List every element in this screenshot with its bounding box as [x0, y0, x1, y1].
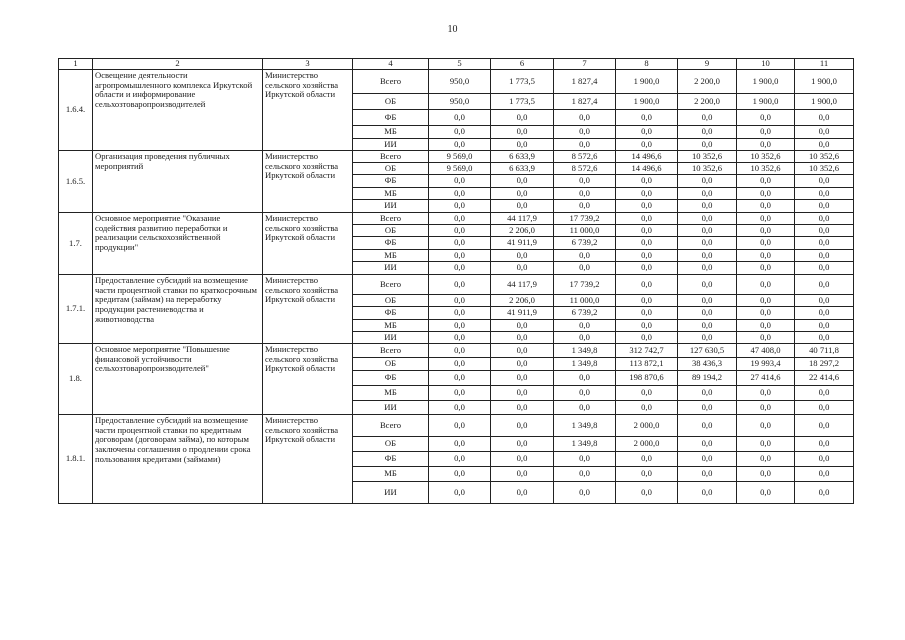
- amount-cell: 0,0: [678, 386, 737, 401]
- amount-cell: 0,0: [678, 415, 737, 437]
- responsible-executor: Министерство сельского хозяйства Иркутской области: [263, 151, 353, 213]
- amount-cell: 0,0: [795, 126, 854, 139]
- funding-source: Всего: [353, 415, 429, 437]
- amount-cell: 0,0: [616, 237, 678, 250]
- amount-cell: 2 200,0: [678, 70, 737, 94]
- amount-cell: 0,0: [795, 332, 854, 344]
- amount-cell: 11 000,0: [554, 225, 616, 237]
- amount-cell: 0,0: [616, 386, 678, 401]
- amount-cell: 0,0: [795, 175, 854, 188]
- funding-source: ФБ: [353, 371, 429, 386]
- amount-cell: 0,0: [616, 452, 678, 467]
- amount-cell: 113 872,1: [616, 358, 678, 371]
- amount-cell: 0,0: [737, 275, 795, 295]
- amount-cell: 1 900,0: [737, 70, 795, 94]
- amount-cell: 0,0: [554, 262, 616, 275]
- column-number: 11: [795, 59, 854, 70]
- amount-cell: 0,0: [678, 320, 737, 332]
- amount-cell: 0,0: [737, 332, 795, 344]
- funding-source: ИИ: [353, 139, 429, 151]
- amount-cell: 44 117,9: [491, 213, 554, 225]
- responsible-executor: Министерство сельского хозяйства Иркутской области: [263, 415, 353, 504]
- amount-cell: 6 633,9: [491, 151, 554, 163]
- amount-cell: 1 900,0: [616, 70, 678, 94]
- funding-source: МБ: [353, 467, 429, 482]
- amount-cell: 0,0: [429, 213, 491, 225]
- amount-cell: 0,0: [616, 295, 678, 307]
- measure-name: Основное мероприятие "Повышение финансовой устойчивости сельхозтоваропроизводителей": [93, 344, 263, 415]
- amount-cell: 0,0: [554, 332, 616, 344]
- amount-cell: 0,0: [737, 482, 795, 504]
- amount-cell: 0,0: [491, 250, 554, 262]
- amount-cell: 0,0: [737, 213, 795, 225]
- amount-cell: 0,0: [678, 188, 737, 200]
- amount-cell: 1 349,8: [554, 437, 616, 452]
- funding-source: МБ: [353, 250, 429, 262]
- amount-cell: 0,0: [429, 188, 491, 200]
- amount-cell: 950,0: [429, 70, 491, 94]
- amount-cell: 2 206,0: [491, 295, 554, 307]
- amount-cell: 0,0: [554, 139, 616, 151]
- amount-cell: 0,0: [429, 358, 491, 371]
- amount-cell: 0,0: [737, 250, 795, 262]
- amount-cell: 0,0: [737, 139, 795, 151]
- amount-cell: 0,0: [554, 250, 616, 262]
- funding-source: Всего: [353, 70, 429, 94]
- amount-cell: 10 352,6: [737, 163, 795, 175]
- amount-cell: 0,0: [795, 225, 854, 237]
- amount-cell: 0,0: [554, 452, 616, 467]
- amount-cell: 0,0: [491, 188, 554, 200]
- amount-cell: 19 993,4: [737, 358, 795, 371]
- amount-cell: 0,0: [678, 275, 737, 295]
- amount-cell: 41 911,9: [491, 307, 554, 320]
- amount-cell: 0,0: [678, 200, 737, 213]
- amount-cell: 0,0: [795, 307, 854, 320]
- amount-cell: 89 194,2: [678, 371, 737, 386]
- amount-cell: 0,0: [554, 175, 616, 188]
- column-number: 4: [353, 59, 429, 70]
- responsible-executor: Министерство сельского хозяйства Иркутской области: [263, 70, 353, 151]
- amount-cell: 0,0: [491, 320, 554, 332]
- amount-cell: 14 496,6: [616, 151, 678, 163]
- amount-cell: 0,0: [737, 386, 795, 401]
- amount-cell: 0,0: [737, 200, 795, 213]
- amount-cell: 2 000,0: [616, 415, 678, 437]
- amount-cell: 0,0: [737, 452, 795, 467]
- funding-source: ФБ: [353, 307, 429, 320]
- amount-cell: 6 739,2: [554, 237, 616, 250]
- amount-cell: 0,0: [491, 139, 554, 151]
- column-number: 3: [263, 59, 353, 70]
- amount-cell: 0,0: [795, 200, 854, 213]
- funding-source: ИИ: [353, 401, 429, 415]
- measure-name: Предоставление субсидий на возмещение части процентной ставки по кредитным договорам (договорам займа), по которым заключены соглашения о продлении срока пользования кредитами (займами): [93, 415, 263, 504]
- amount-cell: 0,0: [491, 371, 554, 386]
- amount-cell: 0,0: [429, 250, 491, 262]
- amount-cell: 0,0: [491, 332, 554, 344]
- amount-cell: 27 414,6: [737, 371, 795, 386]
- funding-source: Всего: [353, 344, 429, 358]
- funding-source: МБ: [353, 126, 429, 139]
- amount-cell: 0,0: [491, 262, 554, 275]
- amount-cell: 0,0: [795, 275, 854, 295]
- measure-name: Организация проведения публичных мероприятий: [93, 151, 263, 213]
- amount-cell: 0,0: [678, 262, 737, 275]
- amount-cell: 9 569,0: [429, 151, 491, 163]
- amount-cell: 0,0: [554, 401, 616, 415]
- amount-cell: 1 827,4: [554, 70, 616, 94]
- amount-cell: 0,0: [678, 126, 737, 139]
- budget-table: [58, 58, 854, 504]
- amount-cell: 0,0: [737, 188, 795, 200]
- amount-cell: 0,0: [678, 175, 737, 188]
- amount-cell: 127 630,5: [678, 344, 737, 358]
- amount-cell: 312 742,7: [616, 344, 678, 358]
- amount-cell: 0,0: [737, 320, 795, 332]
- amount-cell: 950,0: [429, 94, 491, 110]
- amount-cell: 0,0: [491, 344, 554, 358]
- amount-cell: 0,0: [737, 401, 795, 415]
- amount-cell: 6 633,9: [491, 163, 554, 175]
- amount-cell: 0,0: [429, 320, 491, 332]
- amount-cell: 0,0: [678, 110, 737, 126]
- amount-cell: 0,0: [429, 401, 491, 415]
- amount-cell: 9 569,0: [429, 163, 491, 175]
- funding-source: Всего: [353, 151, 429, 163]
- amount-cell: 0,0: [795, 320, 854, 332]
- amount-cell: 0,0: [616, 275, 678, 295]
- amount-cell: 0,0: [554, 320, 616, 332]
- funding-source: ФБ: [353, 237, 429, 250]
- amount-cell: 0,0: [616, 320, 678, 332]
- amount-cell: 0,0: [616, 250, 678, 262]
- amount-cell: 10 352,6: [737, 151, 795, 163]
- amount-cell: 0,0: [795, 213, 854, 225]
- amount-cell: 0,0: [678, 225, 737, 237]
- responsible-executor: Министерство сельского хозяйства Иркутской области: [263, 344, 353, 415]
- amount-cell: 0,0: [795, 452, 854, 467]
- amount-cell: 0,0: [795, 415, 854, 437]
- amount-cell: 0,0: [678, 437, 737, 452]
- amount-cell: 0,0: [554, 482, 616, 504]
- amount-cell: 14 496,6: [616, 163, 678, 175]
- measure-name: Основное мероприятие "Оказание содействия развитию переработки и реализации сельскохозяйственной продукции": [93, 213, 263, 275]
- amount-cell: 0,0: [429, 262, 491, 275]
- amount-cell: 0,0: [678, 139, 737, 151]
- table-row: [59, 344, 854, 358]
- amount-cell: 18 297,2: [795, 358, 854, 371]
- column-number: 2: [93, 59, 263, 70]
- measure-number: 1.6.4.: [59, 70, 93, 151]
- amount-cell: 47 408,0: [737, 344, 795, 358]
- column-number: 1: [59, 59, 93, 70]
- amount-cell: 0,0: [616, 225, 678, 237]
- amount-cell: 0,0: [795, 295, 854, 307]
- measure-number: 1.7.: [59, 213, 93, 275]
- amount-cell: 38 436,3: [678, 358, 737, 371]
- funding-source: ИИ: [353, 200, 429, 213]
- amount-cell: 0,0: [429, 386, 491, 401]
- funding-source: Всего: [353, 275, 429, 295]
- amount-cell: 22 414,6: [795, 371, 854, 386]
- amount-cell: 0,0: [737, 415, 795, 437]
- amount-cell: 0,0: [429, 371, 491, 386]
- amount-cell: 17 739,2: [554, 213, 616, 225]
- amount-cell: 0,0: [616, 262, 678, 275]
- amount-cell: 10 352,6: [678, 151, 737, 163]
- funding-source: ОБ: [353, 94, 429, 110]
- amount-cell: 44 117,9: [491, 275, 554, 295]
- column-number: 9: [678, 59, 737, 70]
- amount-cell: 0,0: [678, 307, 737, 320]
- amount-cell: 0,0: [429, 126, 491, 139]
- amount-cell: 0,0: [429, 344, 491, 358]
- amount-cell: 8 572,6: [554, 163, 616, 175]
- amount-cell: 0,0: [616, 139, 678, 151]
- amount-cell: 0,0: [678, 467, 737, 482]
- amount-cell: 10 352,6: [795, 151, 854, 163]
- amount-cell: 198 870,6: [616, 371, 678, 386]
- funding-source: ИИ: [353, 262, 429, 275]
- column-number: 10: [737, 59, 795, 70]
- amount-cell: 0,0: [616, 401, 678, 415]
- amount-cell: 0,0: [737, 126, 795, 139]
- funding-source: МБ: [353, 320, 429, 332]
- amount-cell: 0,0: [491, 358, 554, 371]
- funding-source: ФБ: [353, 452, 429, 467]
- measure-number: 1.7.1.: [59, 275, 93, 344]
- column-number: 5: [429, 59, 491, 70]
- amount-cell: 41 911,9: [491, 237, 554, 250]
- amount-cell: 0,0: [678, 332, 737, 344]
- amount-cell: 0,0: [554, 386, 616, 401]
- amount-cell: 0,0: [678, 295, 737, 307]
- amount-cell: 0,0: [795, 401, 854, 415]
- amount-cell: 0,0: [795, 110, 854, 126]
- amount-cell: 0,0: [616, 213, 678, 225]
- amount-cell: 0,0: [429, 237, 491, 250]
- amount-cell: 0,0: [795, 250, 854, 262]
- amount-cell: 0,0: [737, 237, 795, 250]
- amount-cell: 0,0: [429, 482, 491, 504]
- amount-cell: 0,0: [795, 139, 854, 151]
- amount-cell: 0,0: [795, 188, 854, 200]
- amount-cell: 0,0: [737, 175, 795, 188]
- amount-cell: 6 739,2: [554, 307, 616, 320]
- amount-cell: 1 349,8: [554, 415, 616, 437]
- amount-cell: 1 900,0: [795, 70, 854, 94]
- amount-cell: 0,0: [429, 275, 491, 295]
- table-row: [59, 151, 854, 163]
- column-number: 6: [491, 59, 554, 70]
- amount-cell: 1 349,8: [554, 344, 616, 358]
- amount-cell: 0,0: [429, 110, 491, 126]
- amount-cell: 0,0: [795, 437, 854, 452]
- amount-cell: 2 000,0: [616, 437, 678, 452]
- amount-cell: 0,0: [491, 467, 554, 482]
- amount-cell: 0,0: [429, 295, 491, 307]
- funding-source: Всего: [353, 213, 429, 225]
- responsible-executor: Министерство сельского хозяйства Иркутской области: [263, 275, 353, 344]
- amount-cell: 0,0: [737, 437, 795, 452]
- measure-number: 1.8.: [59, 344, 93, 415]
- amount-cell: 0,0: [795, 467, 854, 482]
- amount-cell: 0,0: [737, 225, 795, 237]
- amount-cell: 0,0: [616, 307, 678, 320]
- amount-cell: 0,0: [737, 262, 795, 275]
- amount-cell: 0,0: [678, 482, 737, 504]
- amount-cell: 1 773,5: [491, 70, 554, 94]
- measure-name: Освещение деятельности агропромышленного комплекса Иркутской области и информирование сельхозтоваропроизводителей: [93, 70, 263, 151]
- amount-cell: 0,0: [554, 188, 616, 200]
- amount-cell: 0,0: [429, 437, 491, 452]
- amount-cell: 0,0: [429, 225, 491, 237]
- funding-source: ИИ: [353, 332, 429, 344]
- amount-cell: 11 000,0: [554, 295, 616, 307]
- amount-cell: 0,0: [491, 482, 554, 504]
- amount-cell: 0,0: [491, 200, 554, 213]
- amount-cell: 0,0: [737, 307, 795, 320]
- table-row: [59, 70, 854, 94]
- amount-cell: 0,0: [429, 467, 491, 482]
- amount-cell: 0,0: [554, 126, 616, 139]
- amount-cell: 0,0: [616, 126, 678, 139]
- amount-cell: 1 773,5: [491, 94, 554, 110]
- funding-source: ОБ: [353, 295, 429, 307]
- amount-cell: 0,0: [491, 415, 554, 437]
- table-row: [59, 213, 854, 225]
- amount-cell: 1 900,0: [795, 94, 854, 110]
- amount-cell: 0,0: [616, 332, 678, 344]
- amount-cell: 0,0: [678, 250, 737, 262]
- amount-cell: 0,0: [491, 437, 554, 452]
- amount-cell: 0,0: [554, 200, 616, 213]
- amount-cell: 0,0: [429, 175, 491, 188]
- amount-cell: 0,0: [429, 415, 491, 437]
- amount-cell: 0,0: [737, 295, 795, 307]
- funding-source: ОБ: [353, 358, 429, 371]
- amount-cell: 0,0: [491, 126, 554, 139]
- amount-cell: 0,0: [429, 200, 491, 213]
- funding-source: МБ: [353, 386, 429, 401]
- amount-cell: 40 711,8: [795, 344, 854, 358]
- amount-cell: 0,0: [795, 386, 854, 401]
- funding-source: ОБ: [353, 225, 429, 237]
- table-body: [59, 59, 854, 504]
- amount-cell: 0,0: [737, 467, 795, 482]
- amount-cell: 0,0: [678, 237, 737, 250]
- page-number: 10: [447, 24, 458, 35]
- amount-cell: 0,0: [678, 213, 737, 225]
- column-number: 7: [554, 59, 616, 70]
- amount-cell: 0,0: [429, 139, 491, 151]
- amount-cell: 0,0: [429, 452, 491, 467]
- measure-number: 1.6.5.: [59, 151, 93, 213]
- amount-cell: 8 572,6: [554, 151, 616, 163]
- funding-source: ОБ: [353, 163, 429, 175]
- amount-cell: 0,0: [616, 467, 678, 482]
- amount-cell: 2 200,0: [678, 94, 737, 110]
- table-row: [59, 275, 854, 295]
- funding-source: ФБ: [353, 110, 429, 126]
- amount-cell: 0,0: [795, 482, 854, 504]
- amount-cell: 0,0: [616, 175, 678, 188]
- measure-name: Предоставление субсидий на возмещение части процентной ставки по краткосрочным кредитам (займам) на переработку продукции растениеводства и животноводства: [93, 275, 263, 344]
- amount-cell: 0,0: [554, 371, 616, 386]
- funding-source: ИИ: [353, 482, 429, 504]
- amount-cell: 0,0: [616, 110, 678, 126]
- amount-cell: 2 206,0: [491, 225, 554, 237]
- amount-cell: 0,0: [554, 467, 616, 482]
- amount-cell: 0,0: [616, 482, 678, 504]
- amount-cell: 0,0: [491, 386, 554, 401]
- column-number-row: [59, 59, 854, 70]
- amount-cell: 1 900,0: [737, 94, 795, 110]
- amount-cell: 0,0: [429, 332, 491, 344]
- amount-cell: 0,0: [678, 401, 737, 415]
- funding-source: ФБ: [353, 175, 429, 188]
- amount-cell: 0,0: [491, 110, 554, 126]
- amount-cell: 0,0: [491, 401, 554, 415]
- amount-cell: 0,0: [737, 110, 795, 126]
- funding-source: МБ: [353, 188, 429, 200]
- amount-cell: 0,0: [795, 237, 854, 250]
- amount-cell: 0,0: [429, 307, 491, 320]
- amount-cell: 10 352,6: [795, 163, 854, 175]
- amount-cell: 0,0: [795, 262, 854, 275]
- amount-cell: 0,0: [491, 175, 554, 188]
- column-number: 8: [616, 59, 678, 70]
- amount-cell: 0,0: [554, 110, 616, 126]
- amount-cell: 0,0: [616, 188, 678, 200]
- measure-number: 1.8.1.: [59, 415, 93, 504]
- amount-cell: 0,0: [491, 452, 554, 467]
- amount-cell: 10 352,6: [678, 163, 737, 175]
- amount-cell: 0,0: [678, 452, 737, 467]
- responsible-executor: Министерство сельского хозяйства Иркутской области: [263, 213, 353, 275]
- amount-cell: 17 739,2: [554, 275, 616, 295]
- amount-cell: 1 827,4: [554, 94, 616, 110]
- amount-cell: 1 900,0: [616, 94, 678, 110]
- amount-cell: 1 349,8: [554, 358, 616, 371]
- funding-source: ОБ: [353, 437, 429, 452]
- table-row: [59, 415, 854, 437]
- amount-cell: 0,0: [616, 200, 678, 213]
